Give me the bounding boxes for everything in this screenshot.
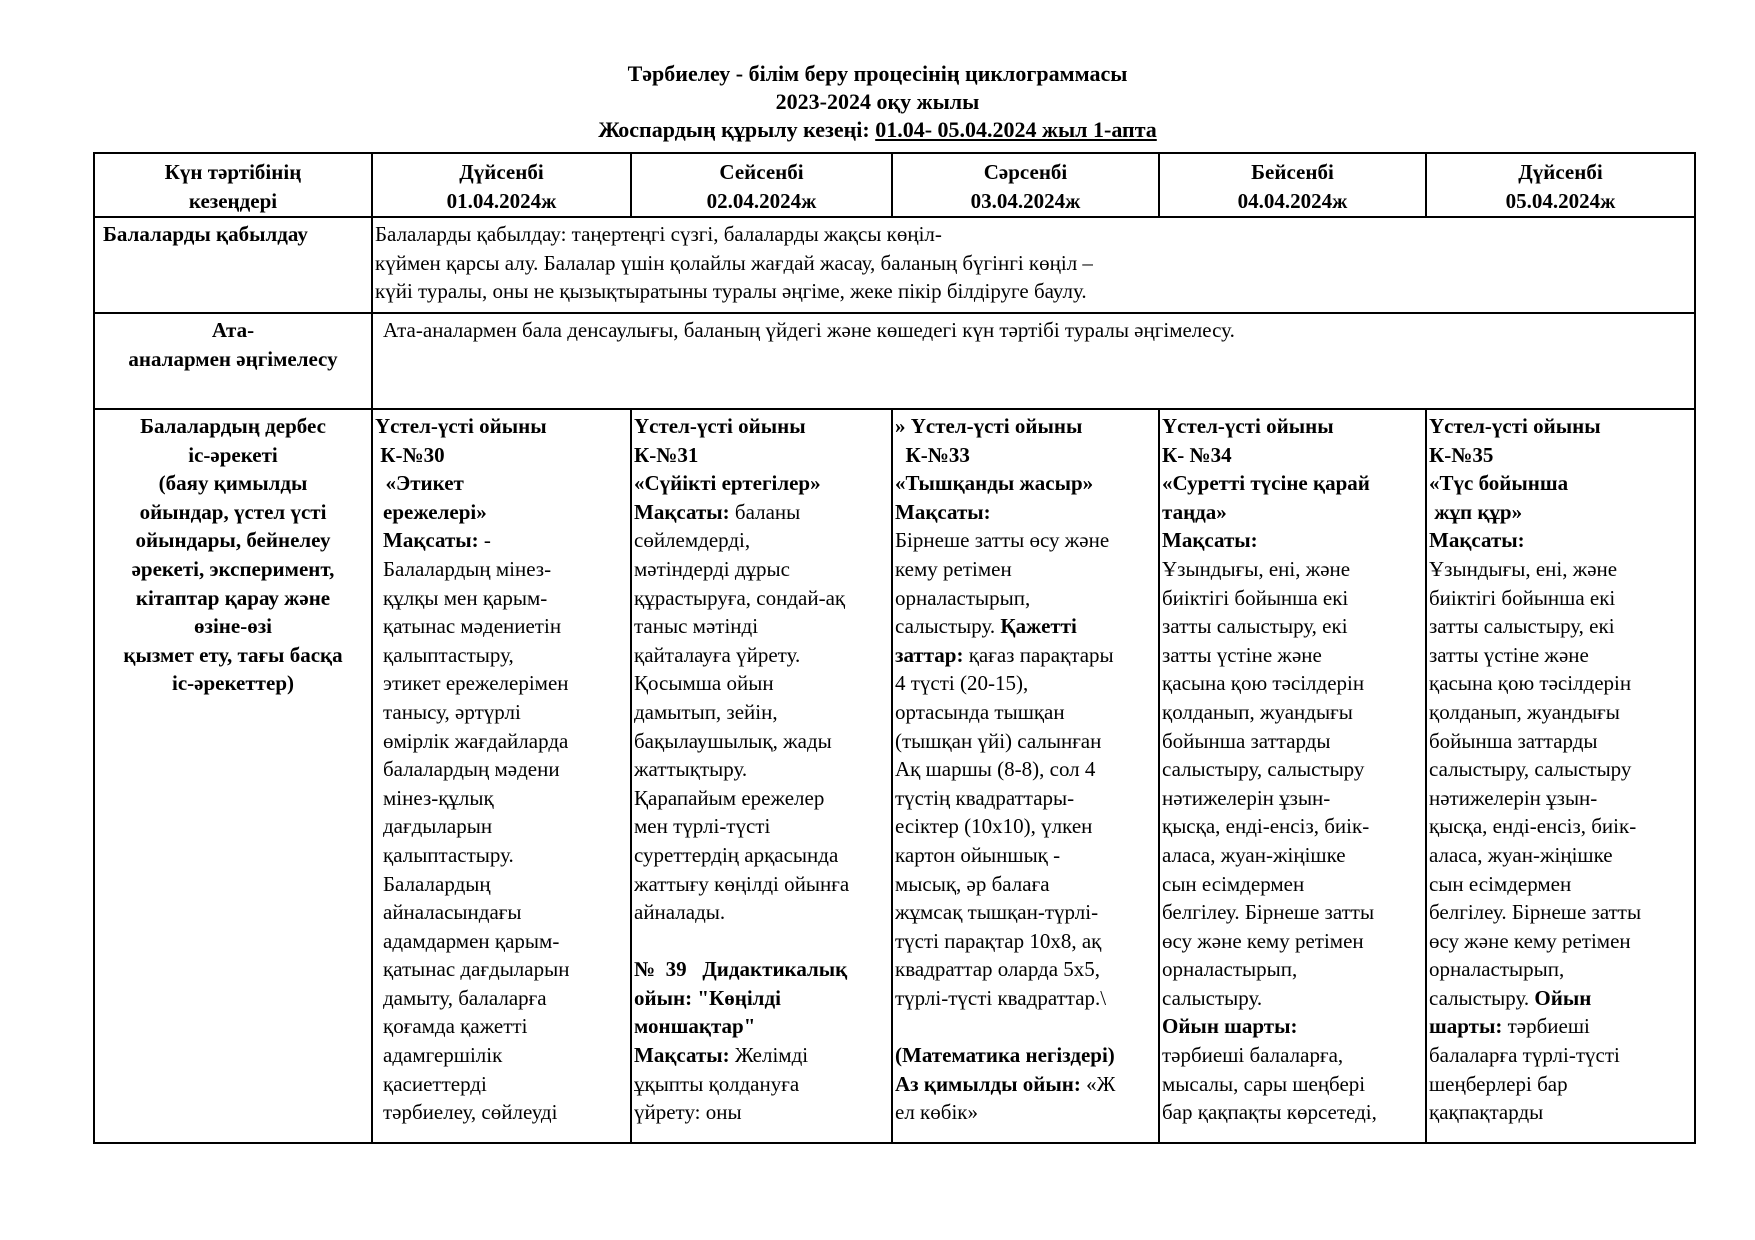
text-line: ұқыпты қолдануға <box>634 1071 800 1096</box>
text-line: мысық, әр балаға <box>895 871 1050 896</box>
text-line: белгілеу. Бірнеше затты <box>1429 900 1642 925</box>
header-day-1: Дүйсенбі 01.04.2024ж <box>372 153 631 217</box>
text-line: түстің квадраттары- <box>895 785 1075 810</box>
text-line: 4 түсті (20-15), <box>895 671 1029 696</box>
text-line: мінез-құлық <box>383 785 494 810</box>
activity-row <box>94 409 1695 1143</box>
plan-period-label: Жоспардың құрылу кезеңі: <box>598 117 876 142</box>
text-line: үйрету: оны <box>634 1100 742 1125</box>
text-line: нәтижелерін ұзын- <box>1162 785 1331 810</box>
text-line: тәрбиелеу, сөйлеуді <box>383 1100 558 1125</box>
text-line: өсу және кему ретімен <box>1429 928 1631 953</box>
cyclogram-table <box>93 152 1696 1144</box>
text-line: қолданып, жуандығы <box>1429 699 1620 724</box>
text-line: квадраттар оларда 5х5, <box>895 957 1101 982</box>
parents-row <box>94 313 1695 409</box>
text-line: салыстыру, салыстыру <box>1162 757 1365 782</box>
text-line: мәтіндерді дұрыс <box>634 556 790 581</box>
text-line: затты салыстыру, екі <box>1162 614 1348 639</box>
text-line: сын есімдермен <box>1162 871 1305 896</box>
text-line: құлқы мен қарым- <box>383 585 548 610</box>
activity-friday: Үстел-үсті ойыны К-№35 «Түс бойынша жұп құр» Мақсаты: Ұзындығы, ені, және биіктігі бойынша екі затты салыстыру, екі затты үстіне және қасына қою тәсілдерін қолданып, жуандығы бойынша заттарды салыстыру, салыстыру нәтижелерін ұзын- қысқа, енді-енсіз, биік- аласа, жуан-жіңішке сын есімдермен белгілеу. Бірнеше затты өсу және кему ретімен орналастырып, салыстыру. Ойын шарты: тәрбиеші балаларға түрлі-түсті шеңберлері бар қақпақтарды <box>1426 409 1695 1143</box>
text-line: қатынас мәдениетін <box>383 614 562 639</box>
text-line: Қосымша ойын <box>634 671 774 696</box>
text-line: құрастыруға, сондай-ақ <box>634 585 846 610</box>
activity-label-line: іс-әрекеті <box>188 442 278 467</box>
plan-period <box>0 116 1755 144</box>
text-line: мысалы, сары шеңбері <box>1162 1071 1366 1096</box>
text-line: бойынша заттарды <box>1429 728 1598 753</box>
text-line: затты үстіне және <box>1429 642 1589 667</box>
text-line: жаттығу көңілді ойынға <box>634 871 850 896</box>
text-line: дамытып, зейін, <box>634 699 778 724</box>
text-line: бақылаушылық, жады <box>634 728 832 753</box>
text-line: Ұзындығы, ені, және <box>1429 556 1618 581</box>
reception-label: Балаларды қабылдау <box>94 217 372 313</box>
text-line: түрлі-түсті квадраттар.\ <box>895 985 1107 1010</box>
header-day-2: Сейсенбі 02.04.2024ж <box>631 153 892 217</box>
text-line: мен түрлі-түсті <box>634 814 771 839</box>
text-line: қалыптастыру, <box>383 642 514 667</box>
text-line: жаттықтыру. <box>634 757 748 782</box>
title-line-2: 2023-2024 оқу жылы <box>775 89 980 114</box>
text-line: затты салыстыру, екі <box>1429 614 1615 639</box>
text-line: танысу, әртүрлі <box>383 699 521 724</box>
text-line: есіктер (10х10), үлкен <box>895 814 1093 839</box>
text-line: адамдармен қарым- <box>383 928 560 953</box>
text-line: қатынас дағдыларын <box>383 957 570 982</box>
text-line: орналастырып, <box>1162 957 1298 982</box>
text-line: бойынша заттарды <box>1162 728 1331 753</box>
text-line: Ақ шаршы (8-8), сол 4 <box>895 757 1096 782</box>
text-line: затты үстіне және <box>1162 642 1322 667</box>
reception-text: Балаларды қабылдау: таңертеңгі сүзгі, балаларды жақсы көңіл- күймен қарсы алу. Балалар үшін қолайлы жағдай жасау, баланың бүгінгі көңіл – күйі туралы, оны не қызықтыратыны туралы әңгіме, жеке пікір білдіруге баулу. <box>372 217 1695 313</box>
text-line: Қарапайым ережелер <box>634 785 825 810</box>
activity-wednesday: » Үстел-үсті ойыны К-№33 «Тышқанды жасыр» Мақсаты: Бірнеше затты өсу және кему ретімен орналастырып, салыстыру. Қажетті заттар: қағаз парақтары 4 түсті (20-15), ортасында тышқан (тышқан үйі) салынған Ақ шаршы (8-8), сол 4 түстің квадраттары- есіктер (10х10), үлкен картон ойыншық - мысық, әр балаға жұмсақ тышқан-түрлі- түсті парақтар 10х8, ақ квадраттар оларда 5х5, түрлі-түсті квадраттар.\ (Математика негіздері) Аз қимылды ойын: «Ж ел көбік» <box>892 409 1159 1143</box>
text-line: (тышқан үйі) салынған <box>895 728 1102 753</box>
text-line: кему ретімен <box>895 556 1012 581</box>
activity-thursday: Үстел-үсті ойыны К- №34 «Суретті түсіне қарай таңда» Мақсаты: Ұзындығы, ені, және биіктігі бойынша екі затты салыстыру, екі затты үстіне және қасына қою тәсілдерін қолданып, жуандығы бойынша заттарды салыстыру, салыстыру нәтижелерін ұзын- қысқа, енді-енсіз, биік- аласа, жуан-жіңішке сын есімдермен белгілеу. Бірнеше затты өсу және кему ретімен орналастырып, салыстыру. Ойын шарты: тәрбиеші балаларға, мысалы, сары шеңбері бар қақпақты көрсетеді, <box>1159 409 1426 1143</box>
text-line: шеңберлері бар <box>1429 1071 1568 1096</box>
title-line-1: Тәрбиелеу - білім беру процесінің циклограммасы <box>627 61 1128 86</box>
text-line: Ұзындығы, ені, және <box>1162 556 1351 581</box>
activity-label <box>94 409 372 1143</box>
text-line: этикет ережелерімен <box>383 671 569 696</box>
activity-label-line: ойындары, бейнелеу <box>135 528 331 553</box>
plan-period-value: 01.04- 05.04.2024 жыл 1-апта <box>875 117 1157 142</box>
text-line: тәрбиеші балаларға, <box>1162 1043 1344 1068</box>
header-stage: Күн тәртібінің кезеңдері <box>94 153 372 217</box>
text-line: белгілеу. Бірнеше затты <box>1162 900 1375 925</box>
text-line: қайталауға үйрету. <box>634 642 801 667</box>
activity-label-line: қызмет ету, тағы басқа <box>123 642 343 667</box>
activity-label-line: өзіне-өзі <box>194 614 272 639</box>
text-line: бар қақпақты көрсетеді, <box>1162 1100 1377 1125</box>
text-line: жұмсақ тышқан-түрлі- <box>895 900 1099 925</box>
text-line: балаларға түрлі-түсті <box>1429 1043 1620 1068</box>
header-day-5: Дүйсенбі 05.04.2024ж <box>1426 153 1695 217</box>
text-line: сын есімдермен <box>1429 871 1572 896</box>
text-line: балалардың мәдени <box>383 757 560 782</box>
text-line: биіктігі бойынша екі <box>1429 585 1616 610</box>
activity-monday: Үстел-үсті ойыны К-№30 «Этикет ережелері» Мақсаты: - Балалардың мінез- құлқы мен қарым- қатынас мәдениетін қалыптастыру, этикет ережелерімен танысу, әртүрлі өмірлік жағдайларда балалардың мәдени мінез-құлық дағдыларын қалыптастыру. Балалардың айналасындағы адамдармен қарым- қатынас дағдыларын дамыту, балаларға қоғамда қажетті адамгершілік қасиеттерді тәрбиелеу, сөйлеуді <box>372 409 631 1143</box>
parents-label: Ата- аналармен әңгімелесу <box>94 313 372 409</box>
reception-row <box>94 217 1695 313</box>
text-line: Балалардың мінез- <box>383 556 552 581</box>
text-line: сөйлемдерді, <box>634 528 751 553</box>
text-line: қоғамда қажетті <box>383 1014 528 1039</box>
text-line: өсу және кему ретімен <box>1162 928 1364 953</box>
text-line: қасиеттерді <box>383 1071 487 1096</box>
document-heading <box>0 60 1755 144</box>
text-line: қолданып, жуандығы <box>1162 699 1353 724</box>
text-line: өмірлік жағдайларда <box>383 728 569 753</box>
text-line: Балалардың <box>383 871 491 896</box>
text-line: дамыту, балаларға <box>383 985 547 1010</box>
text-line: айналасындағы <box>383 900 522 925</box>
parents-text: Ата-аналармен бала денсаулығы, баланың үйдегі және көшедегі күн тәртібі туралы әңгімелесу. <box>372 313 1695 409</box>
text-line: аласа, жуан-жіңішке <box>1429 842 1613 867</box>
activity-label-line: ойындар, үстел үсті <box>139 499 327 524</box>
text-line: Бірнеше затты өсу және <box>895 528 1110 553</box>
text-line: аласа, жуан-жіңішке <box>1162 842 1346 867</box>
text-line: таныс мәтінді <box>634 614 759 639</box>
text-line: қалыптастыру. <box>383 842 514 867</box>
text-line: ортасында тышқан <box>895 699 1065 724</box>
text-line: адамгершілік <box>383 1043 503 1068</box>
activity-label-line: іс-әрекеттер) <box>172 671 294 696</box>
text-line: қақпақтарды <box>1429 1100 1544 1125</box>
activity-label-line: әрекеті, эксперимент, <box>131 556 335 581</box>
text-line: суреттердің арқасында <box>634 842 839 867</box>
text-line: биіктігі бойынша екі <box>1162 585 1349 610</box>
header-day-3: Сәрсенбі 03.04.2024ж <box>892 153 1159 217</box>
text-line: салыстыру. <box>1162 985 1263 1010</box>
text-line: қасына қою тәсілдерін <box>1162 671 1365 696</box>
text-line: нәтижелерін ұзын- <box>1429 785 1598 810</box>
text-line: орналастырып, <box>1429 957 1565 982</box>
text-line: қысқа, енді-енсіз, биік- <box>1162 814 1370 839</box>
header-row <box>94 153 1695 217</box>
text-line: орналастырып, <box>895 585 1031 610</box>
text-line: картон ойыншық - <box>895 842 1061 867</box>
text-line: дағдыларын <box>383 814 493 839</box>
text-line: қасына қою тәсілдерін <box>1429 671 1632 696</box>
text-line: қысқа, енді-енсіз, биік- <box>1429 814 1637 839</box>
text-line: түсті парақтар 10х8, ақ <box>895 928 1102 953</box>
activity-label-line: кітаптар қарау және <box>135 585 331 610</box>
header-day-4: Бейсенбі 04.04.2024ж <box>1159 153 1426 217</box>
text-line: айналады. <box>634 900 726 925</box>
text-line: салыстыру, салыстыру <box>1429 757 1632 782</box>
activity-tuesday: Үстел-үсті ойыны К-№31 «Сүйікті ертегілер» Мақсаты: баланы сөйлемдерді, мәтіндерді дұрыс құрастыруға, сондай-ақ таныс мәтінді қайталауға үйрету. Қосымша ойын дамытып, зейін, бақылаушылық, жады жаттықтыру. Қарапайым ережелер мен түрлі-түсті суреттердің арқасында жаттығу көңілді ойынға айналады. № 39 Дидактикалық ойын: "Көңілді моншақтар" Мақсаты: Желімді ұқыпты қолдануға үйрету: оны <box>631 409 892 1143</box>
activity-label-line: (баяу қимылды <box>158 471 308 496</box>
activity-label-line: Балалардың дербес <box>140 414 326 438</box>
